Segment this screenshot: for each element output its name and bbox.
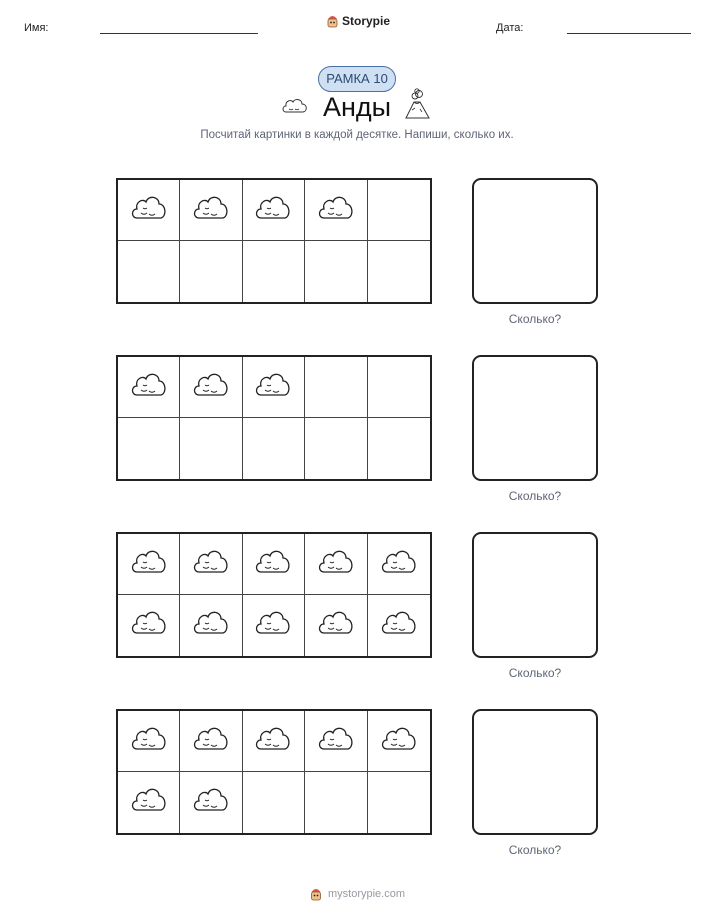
ten-frame-cell <box>243 772 305 833</box>
ten-frame-cell <box>368 711 430 772</box>
ten-frame-cell <box>180 711 242 772</box>
cloud-icon <box>316 607 356 644</box>
ten-frame-cell <box>180 534 242 595</box>
name-line[interactable] <box>100 33 258 34</box>
answer-box[interactable] <box>472 532 598 658</box>
ten-frame-cell <box>180 418 242 479</box>
ten-frame <box>116 178 432 304</box>
ten-frame-cell <box>368 180 430 241</box>
how-many-label: Сколько? <box>508 666 562 680</box>
cloud-icon <box>191 607 231 644</box>
ten-frame-cell <box>305 534 367 595</box>
ten-frame-cell <box>118 772 180 833</box>
cloud-icon <box>316 546 356 583</box>
cloud-icon <box>129 546 169 583</box>
ten-frame-cell <box>180 772 242 833</box>
cloud-icon <box>191 784 231 821</box>
brand-name: Storypie <box>342 14 391 28</box>
ten-frame-cell <box>180 357 242 418</box>
cloud-icon <box>253 723 293 760</box>
cloud-icon <box>129 607 169 644</box>
cloud-icon <box>316 192 356 229</box>
ten-frame <box>116 709 432 835</box>
ten-frame-cell <box>118 180 180 241</box>
brand-logo <box>326 13 390 29</box>
ten-frame-cell <box>368 772 430 833</box>
ten-frame-cell <box>118 241 180 302</box>
instructions: Посчитай картинки в каждой десятке. Напиши, сколько их. <box>200 129 514 141</box>
ten-frame-cell <box>180 180 242 241</box>
cloud-icon <box>316 723 356 760</box>
ten-frame-cell <box>118 534 180 595</box>
ten-frame-cell <box>118 418 180 479</box>
name-label: Имя: <box>24 22 49 34</box>
cloud-icon <box>191 369 231 406</box>
ten-frame-cell <box>305 711 367 772</box>
ten-frame-cell <box>368 241 430 302</box>
ten-frame <box>116 355 432 481</box>
ten-frame-cell <box>180 595 242 656</box>
ten-frame-cell <box>243 418 305 479</box>
cloud-icon <box>379 546 419 583</box>
answer-box[interactable] <box>472 709 598 835</box>
footer-url: mystorypie.com <box>327 888 406 900</box>
cloud-icon <box>253 369 293 406</box>
ten-frame-cell <box>368 534 430 595</box>
ten-frame <box>116 532 432 658</box>
pie-mascot-icon <box>326 13 339 29</box>
ten-frame-cell <box>243 711 305 772</box>
ten-frame-cell <box>368 595 430 656</box>
answer-box[interactable] <box>472 178 598 304</box>
ten-frame-cell <box>243 241 305 302</box>
ten-frame-cell <box>305 418 367 479</box>
ten-frame-cell <box>305 180 367 241</box>
ten-frame-cell <box>305 357 367 418</box>
answer-box[interactable] <box>472 355 598 481</box>
cloud-icon <box>191 546 231 583</box>
cloud-icon <box>129 192 169 229</box>
ten-frame-cell <box>118 357 180 418</box>
how-many-label: Сколько? <box>508 843 562 857</box>
ten-frame-cell <box>118 711 180 772</box>
volcano-icon <box>402 88 432 120</box>
ten-frame-cell <box>368 357 430 418</box>
ten-frame-cell <box>243 357 305 418</box>
date-label: Дата: <box>496 22 524 34</box>
pie-mascot-icon <box>309 886 323 902</box>
cloud-icon <box>253 607 293 644</box>
cloud-icon <box>191 723 231 760</box>
ten-frame-cell <box>118 595 180 656</box>
cloud-icon <box>253 546 293 583</box>
ten-frame-cell <box>243 180 305 241</box>
cloud-icon <box>129 784 169 821</box>
cloud-icon <box>191 192 231 229</box>
ten-frame-cell <box>243 534 305 595</box>
page-title: Анды <box>322 92 392 122</box>
ten-frame-cell <box>368 418 430 479</box>
ten-frame-cell <box>305 241 367 302</box>
worksheet-badge: РАМКА 10 <box>318 66 396 92</box>
cloud-icon <box>379 723 419 760</box>
ten-frame-cell <box>305 595 367 656</box>
date-line[interactable] <box>567 33 691 34</box>
ten-frame-cell <box>180 241 242 302</box>
footer <box>0 886 714 902</box>
how-many-label: Сколько? <box>508 489 562 503</box>
ten-frame-cell <box>243 595 305 656</box>
cloud-icon <box>129 723 169 760</box>
cloud-icon <box>129 369 169 406</box>
how-many-label: Сколько? <box>508 312 562 326</box>
cloud-icon <box>379 607 419 644</box>
ten-frame-cell <box>305 772 367 833</box>
cloud-icon <box>253 192 293 229</box>
